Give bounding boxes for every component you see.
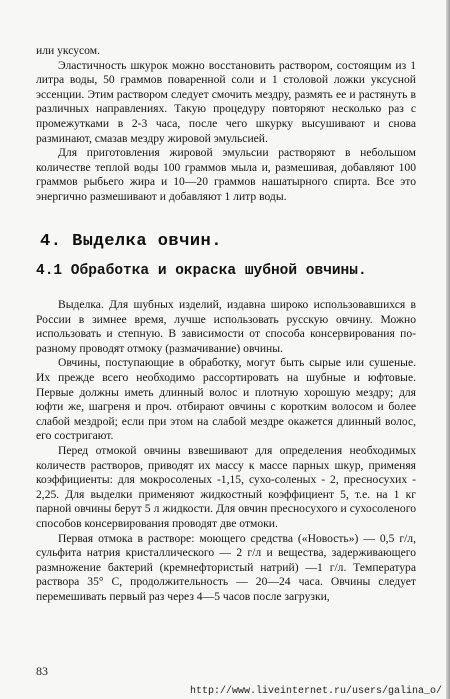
scan-edge-shadow (446, 0, 450, 699)
paragraph-weighing: Перед отмокой овчины взвешивают для определения необходимых количеств растворов, приводят их массу к массе парных шкур, применяя коэффициенты: для мокросоленых -1,15, сухо-соленых - 2, пресносухих - 2,25. Для выделки применяют жидкостный коэффициент 5, т.е. на 1 кг парной овчины берут 5 л жидкости. Для овчин пресносухого и сухосоленого способов консервирования проводят две отмоки. (36, 443, 416, 530)
top-text-block (36, 44, 416, 205)
paragraph-continuation: или уксусом. (36, 44, 100, 57)
bottom-text-block (36, 298, 416, 604)
paragraph-sorting: Овчины, поступающие в обработку, могут быть сырые или сушеные. Их прежде всего необходимо рассортировать на шубные и юфтовые. Первые должны иметь длинный волос и плотную хорошую мездру; для юфти же, шагреня и проч. отбирают овчины с коротким волосом и более слабой мездрой; если при этом на слабой мездре окажется длинный волос, его состригают. (36, 356, 416, 443)
paragraph-vydelka: Выделка. Для шубных изделий, издавна широко использовавшихся в России в зимнее время, лучше использовать русскую овчину. Можно использовать и степную. В зависимости от способа консервирования по-разному проводят отмоку (размачивание) овчины. (36, 298, 416, 355)
paragraph-first-soak: Первая отмока в растворе: моющего средства («Новость») — 0,5 г/л, сульфита натрия кристаллического — 2 г/л и вещества, задерживающего размножение бактерий (кремнефтористый натрий) —1 г/л. Температура раствора 35° С, продолжительность — 20—24 часа. Овчины следует перемешивать первый раз через 4—5 часов после загрузки, (36, 531, 416, 603)
page-number: 83 (36, 664, 48, 678)
subsection-heading: 4.1 Обработка и окраска шубной овчины. (36, 263, 367, 279)
footer-url: http://www.liveinternet.ru/users/galina_o/ (189, 686, 442, 697)
paragraph-emulsion: Для приготовления жировой эмульсии растворяют в небольшом количестве теплой воды 100 граммов мыла и, размешивая, добавляют 100 граммов рыбьего жира и 10—20 граммов нашатырного спирта. Все это энергично размешивают и добавляют 1 литр воды. (36, 146, 416, 203)
paragraph-elasticity: Эластичность шкурок можно восстановить раствором, состоящим из 1 литра воды, 50 граммов поваренной соли и 1 столовой ложки уксусной эссенции. Этим раствором следует смочить мездру, размять ее и растянуть в различных направлениях. Такую процедуру повторяют несколько раз с промежутками в 2-3 часа, после чего шкурку высушивают и снова разминают, смазав мездру жировой эмульсией. (36, 58, 416, 145)
section-heading: 4. Выделка овчин. (40, 232, 222, 251)
